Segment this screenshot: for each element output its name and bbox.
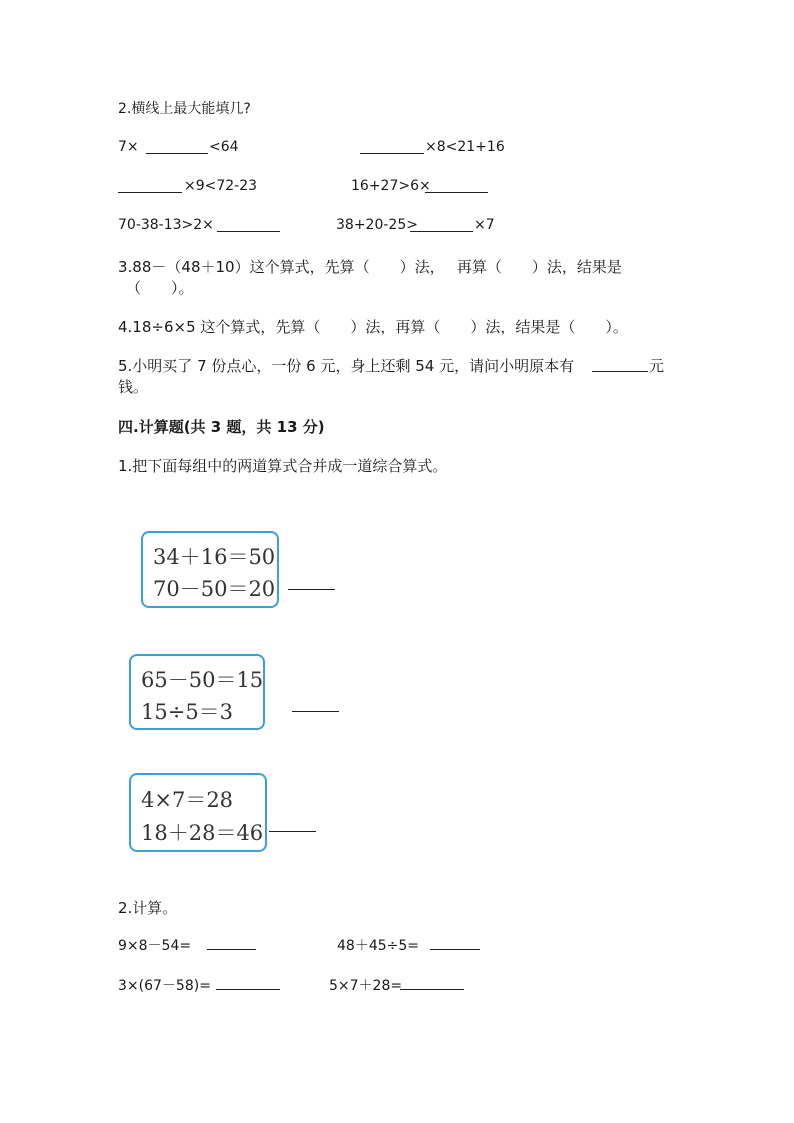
equation-group-box bbox=[129, 654, 265, 730]
question-text: 元 bbox=[649, 357, 665, 375]
inequality-text: 38+20-25> bbox=[336, 217, 418, 233]
answer-blank[interactable] bbox=[216, 989, 280, 990]
inequality-text: ×9<72-23 bbox=[184, 178, 258, 194]
equation: 15÷5＝3 bbox=[141, 700, 234, 724]
inequality-text: <64 bbox=[209, 139, 239, 155]
equation-group-box bbox=[141, 531, 279, 608]
answer-blank[interactable] bbox=[592, 371, 648, 372]
question-text: 4.18÷6×5 这个算式，先算（ ）法，再算（ ）法，结果是（ ）。 bbox=[118, 318, 628, 336]
inequality-text: ×8<21+16 bbox=[425, 139, 505, 155]
answer-blank[interactable] bbox=[217, 231, 280, 232]
section-heading: 四.计算题(共 3 题，共 13 分) bbox=[118, 418, 325, 436]
inequality-text: 7× bbox=[118, 139, 139, 155]
calc-item: 48＋45÷5= bbox=[337, 938, 419, 954]
equation: 18＋28＝46 bbox=[141, 821, 264, 845]
answer-blank[interactable] bbox=[425, 192, 488, 193]
answer-blank[interactable] bbox=[430, 949, 480, 950]
answer-blank[interactable] bbox=[207, 949, 256, 950]
calc-item: 9×8－54= bbox=[118, 938, 192, 954]
question-title: 1.把下面每组中的两道算式合并成一道综合算式。 bbox=[118, 457, 448, 475]
equation: 34＋16＝50 bbox=[153, 545, 276, 569]
equation: 65－50＝15 bbox=[141, 668, 264, 692]
answer-blank[interactable] bbox=[292, 711, 339, 712]
question-text: 3.88－（48＋10）这个算式，先算（ ）法， 再算（ ）法，结果是 bbox=[118, 258, 622, 276]
equation: 70－50＝20 bbox=[153, 577, 276, 601]
answer-blank[interactable] bbox=[360, 153, 424, 154]
equation-group-box bbox=[129, 773, 267, 852]
answer-blank[interactable] bbox=[410, 231, 473, 232]
answer-blank[interactable] bbox=[288, 589, 335, 590]
equation: 4×7＝28 bbox=[141, 788, 234, 812]
inequality-text: 16+27>6× bbox=[351, 178, 431, 194]
question-text: 5.小明买了 7 份点心，一份 6 元，身上还剩 54 元，请问小明原本有 bbox=[118, 357, 575, 375]
answer-blank[interactable] bbox=[118, 192, 182, 193]
question-text: （ ）。 bbox=[126, 279, 194, 297]
inequality-text: ×7 bbox=[474, 217, 495, 233]
answer-blank[interactable] bbox=[269, 831, 316, 832]
calc-item: 5×7＋28= bbox=[329, 978, 403, 994]
inequality-text: 70-38-13>2× bbox=[118, 217, 214, 233]
question-title: 2.计算。 bbox=[118, 899, 178, 917]
answer-blank[interactable] bbox=[146, 153, 208, 154]
calc-item: 3×(67－58)= bbox=[118, 978, 211, 994]
answer-blank[interactable] bbox=[400, 989, 464, 990]
question-title: 2.横线上最大能填几? bbox=[118, 101, 251, 117]
question-text: 钱。 bbox=[118, 378, 149, 396]
